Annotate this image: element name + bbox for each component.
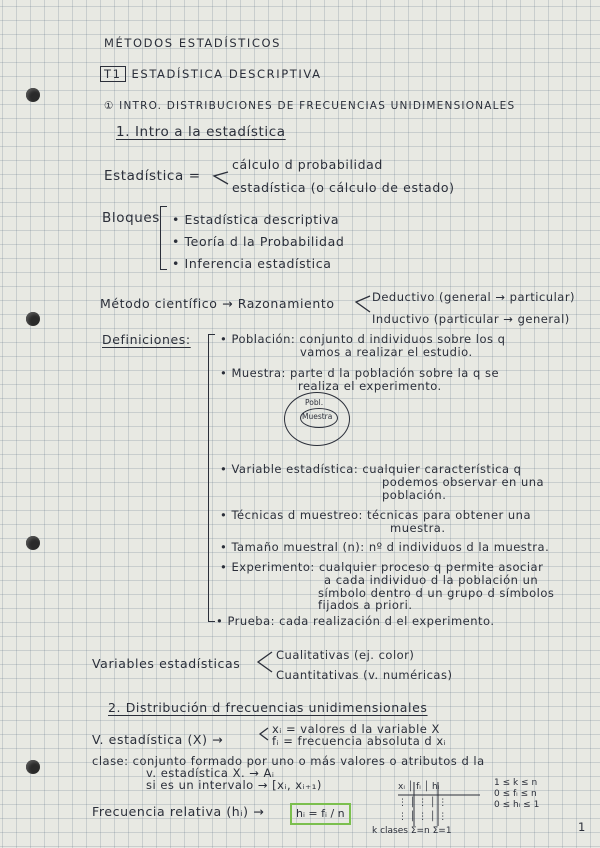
page-number: 1	[578, 820, 586, 834]
definition: • Prueba: cada realización d el experimento.	[216, 614, 495, 628]
definition-cont: símbolo dentro d un grupo d símbolos	[318, 586, 555, 600]
definition: • Variable estadística: cualquier característica q	[220, 462, 522, 476]
definition: • Tamaño muestral (n): nº d individuos d la muestra.	[220, 540, 550, 554]
table-row: ⋮ │ ⋮ │ ⋮	[398, 798, 448, 808]
table-row: ⋮ │ ⋮ │ ⋮	[398, 812, 448, 822]
bloques-label: Bloques	[102, 210, 160, 226]
variables-label: Variables estadísticas	[92, 656, 241, 671]
constraint: 0 ≤ hᵢ ≤ 1	[494, 800, 540, 810]
estadistica-item: estadística (o cálculo de estado)	[232, 180, 455, 195]
vestadistica-label: V. estadística (X) →	[92, 732, 224, 747]
topic-title: ESTADÍSTICA DESCRIPTIVA	[131, 67, 322, 81]
definition-cont: realiza el experimento.	[298, 379, 442, 393]
bloque-item: • Estadística descriptiva	[172, 212, 340, 227]
metodo-item: Inductivo (particular → general)	[372, 312, 570, 326]
definiciones-label: Definiciones:	[102, 332, 191, 347]
subject-title: MÉTODOS ESTADÍSTICOS	[104, 36, 282, 50]
constraint: 1 ≤ k ≤ n	[494, 778, 538, 788]
vestadistica-item: fᵢ = frecuencia absoluta d xᵢ	[272, 734, 447, 748]
clase-def-cont: si es un intervalo → [xᵢ, xᵢ₊₁)	[146, 778, 322, 792]
table-header: xᵢ │ fᵢ │ hᵢ	[398, 782, 440, 792]
definition: • Experimento: cualquier proceso q permite asociar	[220, 560, 544, 574]
topic-number: T1	[100, 66, 126, 82]
chapter-heading: ① INTRO. DISTRIBUCIONES DE FRECUENCIAS UNIDIMENSIONALES	[104, 100, 516, 112]
frecuencia-relativa: Frecuencia relativa (hᵢ) →	[92, 804, 265, 819]
definition: • Población: conjunto d individuos sobre los q	[220, 332, 506, 346]
definition-cont: podemos observar en una	[382, 475, 545, 489]
clase-def: clase: conjunto formado por uno o más valores o atributos d la	[92, 754, 485, 768]
definition: • Técnicas d muestreo: técnicas para obtener una	[220, 508, 532, 522]
clase-def-cont: v. estadística X. → Aᵢ	[146, 766, 275, 780]
bloque-item: • Teoría d la Probabilidad	[172, 234, 345, 249]
table-footer: k clases Σ=n Σ=1	[372, 826, 452, 836]
definition-cont: a cada individuo d la población un	[324, 573, 539, 587]
vestadistica-item: xᵢ = valores d la variable X	[272, 722, 440, 736]
variables-item: Cualitativas (ej. color)	[276, 648, 415, 662]
variables-item: Cuantitativas (v. numéricas)	[276, 668, 453, 682]
estadistica-item: cálculo d probabilidad	[232, 157, 383, 172]
definition-cont: población.	[382, 488, 447, 502]
bloque-item: • Inferencia estadística	[172, 256, 332, 271]
poblacion-label: Pobl.	[305, 398, 324, 407]
estadistica-label: Estadística =	[104, 168, 201, 184]
constraint: 0 ≤ fᵢ ≤ n	[494, 789, 537, 799]
metodo-item: Deductivo (general → particular)	[372, 290, 576, 304]
definition-cont: vamos a realizar el estudio.	[300, 345, 473, 359]
muestra-label: Muestra	[302, 412, 333, 421]
section-2-heading: 2. Distribución d frecuencias unidimensionales	[108, 700, 428, 715]
section-1-heading: 1. Intro a la estadística	[116, 124, 286, 140]
definition-cont: fijados a priori.	[318, 598, 413, 612]
metodo-cientifico: Método científico → Razonamiento	[100, 296, 335, 311]
formula-box: hᵢ = fᵢ / n	[290, 803, 351, 825]
definition: • Muestra: parte d la población sobre la q se	[220, 366, 500, 380]
definition-cont: muestra.	[390, 521, 446, 535]
